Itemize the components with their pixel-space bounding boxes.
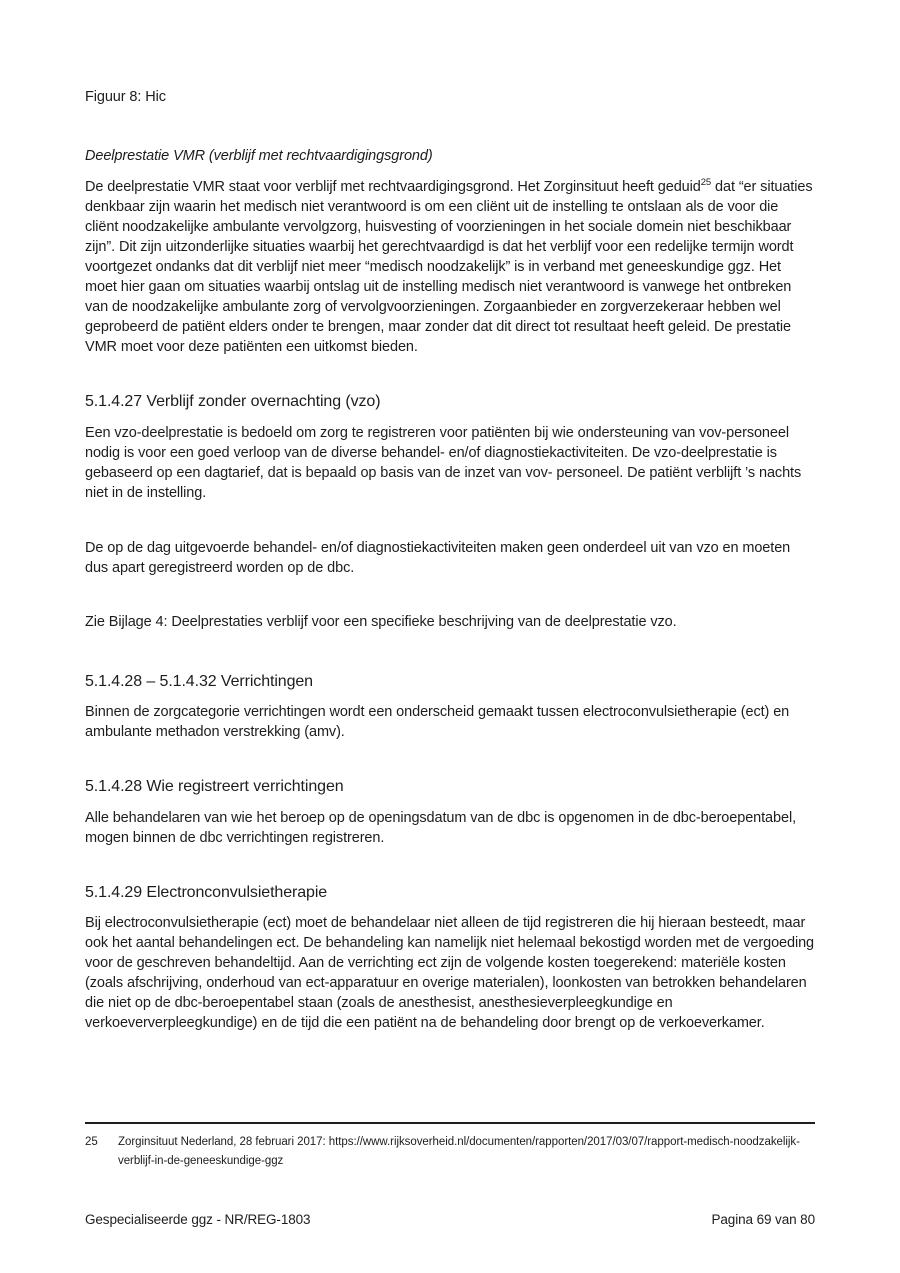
paragraph-vzo-3: Zie Bijlage 4: Deelprestaties verblijf voor een specifieke beschrijving van de deelprestatie vzo.	[85, 614, 677, 630]
subsection-heading-vmr: Deelprestatie VMR (verblijf met rechtvaardigingsgrond)	[85, 148, 433, 164]
paragraph-vzo-1: Een vzo-deelprestatie is bedoeld om zorg te registreren voor patiënten bij wie ondersteuning van vov-personeel nodig is voor een goed verloop van de diverse behandel- en/of diagnostiekactiviteiten. De vzo-deelprestatie is gebaseerd op een dagtarief, dat is bepaald op basis van de inzet van vov- personeel. De patiënt verblijft ’s nachts niet in de instelling.	[85, 425, 802, 501]
page-footer	[85, 1211, 815, 1229]
section-heading-wie-registreert: 5.1.4.28 Wie registreert verrichtingen	[85, 778, 344, 795]
section-heading-verrichtingen: 5.1.4.28 – 5.1.4.32 Verrichtingen	[85, 673, 313, 690]
paragraph-vmr-text-after-note: dat “er situaties denkbaar zijn waarin het medisch niet verantwoord is om een cliënt uit de instelling te ontslaan als de voor die cliënt noodzakelijke ambulante vervolgzorg, huisvesting of voorzieningen in het sociale domein niet beschikbaar zijn”. Dit zijn uitzonderlijke situaties waarbij het gerechtvaardigd is dat het verblijf voor een redelijke termijn wordt voortgezet ondanks dat dit verblijf niet meer “medisch noodzakelijk” is in verband met geneeskundige ggz. Het moet hier gaan om situaties waarbij ontslag uit de instelling medisch niet verantwoord is vanwege het ontbreken van de noodzakelijke ambulante zorg of vervolgvoorzieningen. Zorgaanbieder en zorgverzekeraar hebben wel geprobeerd de patiënt elders onder te brengen, maar zonder dat dit direct tot resultaat heeft geleid. De prestatie VMR moet voor deze patiënten een uitkomst bieden.	[85, 179, 813, 355]
footer-page-number: Pagina 69 van 80	[711, 1212, 815, 1227]
paragraph-ect: Bij electroconvulsietherapie (ect) moet de behandelaar niet alleen de tijd registreren die hij hieraan besteedt, maar ook het aantal behandelingen ect. De behandeling kan namelijk niet helemaal bekostigd worden met de vergoeding voor de geschreven behandeltijd. Aan de verrichting ect zijn de volgende kosten toegerekend: materiële kosten (zoals afschrijving, onderhoud van ect-apparatuur en overige materialen), loonkosten van betrokken behandelaren die niet op de dbc-beroepentabel staan (zoals de anesthesist, anesthesieverpleegkundige en verkoeververpleegkundige) en de tijd die een patiënt na de behandeling door brengt op de verkoeverkamer.	[85, 915, 815, 1031]
figure-caption: Figuur 8: Hic	[85, 89, 166, 105]
footnote-number: 25	[85, 1136, 98, 1148]
paragraph-vzo-2: De op de dag uitgevoerde behandel- en/of diagnostiekactiviteiten maken geen onderdeel uit van vzo en moeten dus apart geregistreerd worden op de dbc.	[85, 540, 791, 576]
footer-document-title: Gespecialiseerde ggz - NR/REG-1803	[85, 1212, 311, 1227]
section-heading-vzo: 5.1.4.27 Verblijf zonder overnachting (vzo)	[85, 393, 381, 410]
footnote-reference-25: 25	[700, 177, 712, 189]
paragraph-wie-registreert: Alle behandelaren van wie het beroep op de openingsdatum van de dbc is opgenomen in de dbc-beroepentabel, mogen binnen de dbc verrichtingen registreren.	[85, 810, 797, 846]
paragraph-vmr	[85, 177, 815, 357]
paragraph-verrichtingen: Binnen de zorgcategorie verrichtingen wordt een onderscheid gemaakt tussen electroconvulsietherapie (ect) en ambulante methadon verstrekking (amv).	[85, 704, 790, 740]
section-heading-ect: 5.1.4.29 Electronconvulsietherapie	[85, 884, 328, 901]
footnote-divider	[85, 1122, 815, 1124]
footnote-25	[85, 1133, 815, 1171]
footnote-area	[85, 1122, 815, 1171]
footnote-text: Zorginsituut Nederland, 28 februari 2017: https://www.rijksoverheid.nl/documenten/rapporten/2017/03/07/rapport-medisch-noodzakelijk-verblijf-in-de-geneeskundige-ggz	[118, 1136, 800, 1167]
page-content	[85, 87, 815, 1033]
paragraph-vmr-text-before-note: De deelprestatie VMR staat voor verblijf met rechtvaardigingsgrond. Het Zorginsituut heeft geduid	[85, 179, 701, 195]
